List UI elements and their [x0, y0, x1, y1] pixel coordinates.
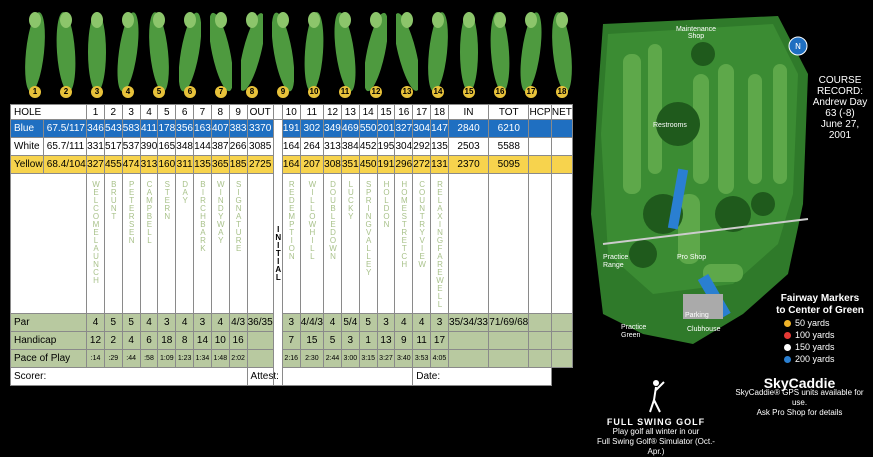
legend-item: 200 yards [770, 353, 870, 365]
hole-name-cell [158, 174, 176, 314]
tee-value: 387 [211, 138, 229, 156]
tee-value: 163 [194, 120, 212, 138]
hole-name: WILLOWHILL [307, 180, 317, 260]
tee-value: 469 [341, 120, 359, 138]
hole-number-badge: 15 [464, 87, 474, 96]
par-value: 5 [104, 314, 122, 332]
hole-name: HOMESTRETCH [399, 180, 409, 268]
full-swing-promo [596, 378, 716, 457]
hole-number-badge: 2 [60, 86, 72, 98]
tee-value: 450 [359, 156, 377, 174]
hole-name-cell [377, 174, 395, 314]
hole-name-cell [413, 174, 431, 314]
header-cell: HOLE [11, 105, 87, 120]
legend-item: 50 yards [770, 317, 870, 329]
pace-row [11, 350, 573, 368]
pace-value: 1:09 [158, 350, 176, 368]
hole-name: HOLDON [381, 180, 391, 228]
hole-thumbnail [24, 8, 46, 96]
hole-number-badge: 13 [402, 87, 412, 96]
course-record-date: June 27, 2001 [820, 119, 860, 141]
hole-name-cell [359, 174, 377, 314]
hcp-label: Handicap [11, 332, 87, 350]
hole-name: BIRCHBARK [198, 180, 208, 252]
tee-value: 474 [122, 156, 140, 174]
fairway-legend-title-2: to Center of Green [776, 305, 864, 316]
names-label [11, 174, 87, 314]
par-value: 4 [176, 314, 194, 332]
tee-value: 313 [140, 156, 158, 174]
par-label: Par [11, 314, 87, 332]
pace-value: 4:05 [431, 350, 449, 368]
tee-value: 311 [176, 156, 194, 174]
tee-value: 164 [282, 138, 300, 156]
header-cell: TOT [489, 105, 529, 120]
hole-name-cell [211, 174, 229, 314]
tee-value: 2370 [448, 156, 488, 174]
header-cell: 4 [140, 105, 158, 120]
tee-rating: 67.5/117 [43, 120, 86, 138]
pace-value: 2:16 [282, 350, 300, 368]
golfer-icon [644, 378, 668, 414]
hole-thumbnail [179, 8, 201, 96]
tee-value: 165 [158, 138, 176, 156]
pace-value: 2:30 [300, 350, 323, 368]
hole-thumbnail [520, 8, 542, 96]
hcp-empty-cell [448, 332, 488, 350]
hole-name: CAMPBELL [144, 180, 154, 244]
pace-empty-cell [489, 350, 529, 368]
header-cell: 9 [229, 105, 247, 120]
pace-out-cell [247, 350, 273, 368]
header-cell: HCP [529, 106, 551, 118]
tee-name: White [11, 138, 44, 156]
full-swing-line2: Full Swing Golf® Simulator (Oct.-Apr.) [597, 437, 715, 456]
tee-rating: 68.4/104 [43, 156, 86, 174]
hole-name: COUNTRYVIEW [417, 180, 427, 268]
attest-label: Attest: [247, 368, 413, 386]
tee-name: Blue [11, 120, 44, 138]
hole-number-badge: 17 [526, 87, 536, 96]
tee-value: 313 [324, 138, 342, 156]
hcp-value: 9 [395, 332, 413, 350]
hole-number-badge: 4 [122, 86, 134, 98]
date-label: Date: [413, 368, 551, 386]
tee-value: 346 [87, 120, 105, 138]
tee-value: 517 [104, 138, 122, 156]
marker-dot-icon [784, 320, 791, 327]
hole-thumbnail [365, 8, 387, 96]
tee-value: 195 [377, 138, 395, 156]
hole-name-cell [324, 174, 342, 314]
hole-name: RELAXINGFAREWELL [435, 180, 445, 308]
header-cell: 15 [377, 105, 395, 120]
hole-name-cell [229, 174, 247, 314]
tee-value: 327 [395, 120, 413, 138]
marker-dot-icon [784, 356, 791, 363]
hcp-value: 6 [140, 332, 158, 350]
hole-number-badge: 18 [557, 87, 567, 96]
tee-value: 3085 [247, 138, 273, 156]
hole-thumbnail [272, 8, 294, 96]
par-empty-cell [529, 314, 551, 332]
tee-value: 144 [194, 138, 212, 156]
hcp-value: 1 [359, 332, 377, 350]
hole-name: WINDYWAY [216, 180, 226, 244]
hcp-value: 17 [431, 332, 449, 350]
course-record-name: Andrew Day [812, 97, 868, 108]
tee-value: 327 [87, 156, 105, 174]
hole-name-cell [194, 174, 212, 314]
hole-names-row [11, 174, 573, 314]
course-record [810, 75, 870, 141]
pace-empty-cell [551, 350, 572, 368]
hole-thumbnail [458, 8, 480, 96]
hole-thumbnail [551, 8, 573, 96]
header-cell: 16 [395, 105, 413, 120]
hcp-value: 15 [300, 332, 323, 350]
hole-thumbnail [117, 8, 139, 96]
tee-value: 191 [282, 120, 300, 138]
header-cell: NET [551, 106, 572, 118]
par-value: 4 [395, 314, 413, 332]
tee-value: 2503 [448, 138, 488, 156]
hole-number-badge: 1 [29, 86, 41, 98]
hole-name: BRUNT [109, 180, 119, 220]
tee-value: 356 [176, 120, 194, 138]
header-cell: 8 [211, 105, 229, 120]
hole-thumbnail [427, 8, 449, 96]
par-value: 5 [122, 314, 140, 332]
hole-number-badge: 7 [215, 86, 227, 98]
pace-label: Pace of Play [11, 350, 87, 368]
tee-value: 407 [211, 120, 229, 138]
header-cell: OUT [247, 105, 273, 120]
scorecard-table [10, 104, 573, 386]
tee-value: 5588 [489, 138, 529, 156]
tee-row-yellow [11, 156, 573, 174]
tee-value: 266 [229, 138, 247, 156]
hole-number-badge: 8 [246, 86, 258, 98]
pace-value: 3:00 [341, 350, 359, 368]
fairway-legend-title-1: Fairway Markers [780, 293, 860, 304]
hole-name: SPRINGVALLEY [364, 180, 374, 276]
hcp-cell [529, 138, 551, 156]
map-label-maintenance: Maintenance Shop [675, 26, 717, 40]
par-row [11, 314, 573, 332]
par-value: 4 [140, 314, 158, 332]
tee-name: Yellow [11, 156, 44, 174]
par-value: 4 [211, 314, 229, 332]
tee-row-blue [11, 120, 573, 138]
hole-name-cell [176, 174, 194, 314]
tee-value: 5095 [489, 156, 529, 174]
par-value: 4/4/3 [300, 314, 323, 332]
tee-value: 384 [341, 138, 359, 156]
hcp-value: 12 [87, 332, 105, 350]
pace-value: 3:27 [377, 350, 395, 368]
map-label-restrooms: Restrooms [653, 122, 687, 129]
tee-value: 3370 [247, 120, 273, 138]
tee-value: 583 [122, 120, 140, 138]
skycaddie-promo [732, 375, 867, 418]
hcp-value: 3 [341, 332, 359, 350]
course-record-title: COURSE RECORD: [816, 75, 864, 97]
tee-value: 272 [413, 156, 431, 174]
hole-number-badge: 3 [91, 86, 103, 98]
net-cell [551, 138, 572, 156]
par-value: 4 [87, 314, 105, 332]
hole-thumbnail [489, 8, 511, 96]
header-row [11, 105, 573, 120]
header-cell: 1 [87, 105, 105, 120]
map-label-pro-shop: Pro Shop [677, 254, 707, 261]
tee-value: 292 [413, 138, 431, 156]
tee-value: 455 [104, 156, 122, 174]
header-cell: 3 [122, 105, 140, 120]
tee-value: 304 [395, 138, 413, 156]
hole-name: STERN [162, 180, 172, 220]
pace-value: 3:53 [413, 350, 431, 368]
tee-value: 147 [431, 120, 449, 138]
header-cell: 10 [282, 105, 300, 120]
pace-value: :14 [87, 350, 105, 368]
hole-name-cell [87, 174, 105, 314]
tee-value: 537 [122, 138, 140, 156]
tee-value: 2725 [247, 156, 273, 174]
tee-value: 135 [431, 138, 449, 156]
hcp-value: 16 [229, 332, 247, 350]
tee-value: 304 [413, 120, 431, 138]
hole-name-cell [431, 174, 449, 314]
hole-thumbnail [86, 8, 108, 96]
hole-number-badge: 12 [371, 87, 381, 96]
header-cell [273, 105, 282, 120]
hole-name: REDEMPTION [287, 180, 297, 260]
tee-value: 191 [377, 156, 395, 174]
tee-value: 201 [377, 120, 395, 138]
hole-number-badge: 11 [340, 87, 350, 96]
header-cell: IN [448, 105, 488, 120]
pace-value: 3:40 [395, 350, 413, 368]
skycaddie-line1: SkyCaddie® GPS units available for use. [735, 388, 864, 407]
tee-value: 543 [104, 120, 122, 138]
header-cell: 11 [300, 105, 323, 120]
tee-value: 160 [158, 156, 176, 174]
tee-value: 296 [395, 156, 413, 174]
hole-number-badge: 6 [184, 86, 196, 98]
tee-value: 383 [229, 120, 247, 138]
hole-name: SIGNATURE [234, 180, 244, 252]
tee-row-white [11, 138, 573, 156]
skycaddie-logo: SkyCaddie [763, 375, 836, 391]
hcp-value: 18 [158, 332, 176, 350]
tee-value: 135 [194, 156, 212, 174]
hcp-empty-cell [489, 332, 529, 350]
hole-name-cell [122, 174, 140, 314]
hcp-empty-cell [529, 332, 551, 350]
hole-number-badge: 10 [309, 87, 319, 96]
par-value: 3 [282, 314, 300, 332]
hcp-value: 10 [211, 332, 229, 350]
tee-rating: 65.7/111 [43, 138, 86, 156]
par-value: 71/69/68 [489, 314, 529, 332]
hcp-value: 7 [282, 332, 300, 350]
pace-value: 1:48 [211, 350, 229, 368]
marker-dot-icon [784, 332, 791, 339]
marker-dot-icon [784, 344, 791, 351]
hole-thumbnail [148, 8, 170, 96]
pace-value: 3:15 [359, 350, 377, 368]
par-value: 5 [359, 314, 377, 332]
map-label-parking: Parking [685, 312, 709, 319]
tee-value: 349 [324, 120, 342, 138]
map-label-clubhouse: Clubhouse [687, 326, 721, 333]
hole-name-cell [282, 174, 300, 314]
header-cell: 14 [359, 105, 377, 120]
tee-value: 308 [324, 156, 342, 174]
hole-thumbnail [55, 8, 77, 96]
hole-name: DAY [180, 180, 190, 204]
par-empty-cell [551, 314, 572, 332]
pace-value: 2:02 [229, 350, 247, 368]
hcp-out-cell [247, 332, 273, 350]
hole-name: WELCOMELAUNCH [91, 180, 101, 284]
tee-value: 550 [359, 120, 377, 138]
hole-name-cell [104, 174, 122, 314]
hole-number-badge: 16 [495, 87, 505, 96]
tee-value: 365 [211, 156, 229, 174]
hole-thumbnail [241, 8, 263, 96]
tee-value: 452 [359, 138, 377, 156]
tee-value: 185 [229, 156, 247, 174]
course-record-score: 63 (-8) [825, 108, 855, 119]
tee-value: 264 [300, 138, 323, 156]
hcp-value: 14 [194, 332, 212, 350]
hcp-value: 5 [324, 332, 342, 350]
pace-value: :44 [122, 350, 140, 368]
hcp-cell [529, 120, 551, 138]
handicap-row [11, 332, 573, 350]
hole-name-cell [300, 174, 323, 314]
hole-name: DOUBLEDOWN [328, 180, 338, 260]
par-value: 35/34/33 [448, 314, 488, 332]
skycaddie-line2: Ask Pro Shop for details [756, 408, 843, 417]
hole-number-badge: 5 [153, 86, 165, 98]
hole-name: PETERSEN [127, 180, 137, 244]
in-name-cell [448, 174, 488, 314]
hcp-value: 11 [413, 332, 431, 350]
tee-value: 6210 [489, 120, 529, 138]
hole-name: LUCKY [346, 180, 356, 220]
hcp-value: 4 [122, 332, 140, 350]
header-cell: 12 [324, 105, 342, 120]
hcp-value: 8 [176, 332, 194, 350]
pace-value: :58 [140, 350, 158, 368]
pace-empty-cell [448, 350, 488, 368]
pace-value: 1:23 [176, 350, 194, 368]
header-cell: 6 [176, 105, 194, 120]
hole-diagrams-strip [0, 0, 580, 104]
tee-value: 411 [140, 120, 158, 138]
copyright-text: © Golf ScoreCards, Inc. 4/26/08 1-800-238-7267 [226, 411, 334, 417]
hcp-empty-cell [551, 332, 572, 350]
initial-column: INITIAL [273, 120, 282, 386]
map-label-practice-range: Practice Range [603, 254, 629, 269]
tee-value: 390 [140, 138, 158, 156]
svg-text:N: N [795, 42, 801, 51]
par-value: 4 [324, 314, 342, 332]
hole-number-badge: 9 [277, 86, 289, 98]
tee-value: 2840 [448, 120, 488, 138]
tee-value: 302 [300, 120, 323, 138]
par-value: 4 [413, 314, 431, 332]
hole-number-badge: 14 [433, 87, 443, 96]
tot-name-cell [489, 174, 529, 314]
hole-name-cell [395, 174, 413, 314]
legend-item: 150 yards [770, 341, 870, 353]
par-value: 36/35 [247, 314, 273, 332]
full-swing-brand: FULL SWING GOLF [606, 417, 706, 427]
hcp-cell [529, 156, 551, 174]
pace-value: :29 [104, 350, 122, 368]
par-value: 3 [158, 314, 176, 332]
tee-value: 207 [300, 156, 323, 174]
hole-thumbnail [303, 8, 325, 96]
par-value: 3 [194, 314, 212, 332]
tee-value: 131 [431, 156, 449, 174]
par-value: 4/3 [229, 314, 247, 332]
tee-value: 178 [158, 120, 176, 138]
full-swing-line1: Play golf all winter in our [612, 427, 700, 436]
net-cell [551, 120, 572, 138]
header-cell: 17 [413, 105, 431, 120]
net-name-cell [551, 174, 572, 314]
hole-name-cell [341, 174, 359, 314]
hcp-value: 2 [104, 332, 122, 350]
header-cell: 7 [194, 105, 212, 120]
pace-value: 2:44 [324, 350, 342, 368]
par-value: 5/4 [341, 314, 359, 332]
scorer-label: Scorer: [11, 368, 248, 386]
header-cell: 5 [158, 105, 176, 120]
signature-row [11, 368, 573, 386]
hole-name-cell [140, 174, 158, 314]
tee-value: 164 [282, 156, 300, 174]
out-name-cell [247, 174, 273, 314]
tee-value: 351 [341, 156, 359, 174]
fairway-markers-legend [770, 293, 870, 365]
hole-thumbnail [334, 8, 356, 96]
tee-value: 331 [87, 138, 105, 156]
legend-item: 100 yards [770, 329, 870, 341]
header-cell: 13 [341, 105, 359, 120]
header-cell: 18 [431, 105, 449, 120]
par-value: 3 [431, 314, 449, 332]
header-cell: 2 [104, 105, 122, 120]
hcp-value: 13 [377, 332, 395, 350]
hole-thumbnail [396, 8, 418, 96]
pace-empty-cell [529, 350, 551, 368]
tee-value: 348 [176, 138, 194, 156]
hole-thumbnail [210, 8, 232, 96]
map-label-practice-green: Practice Green [621, 324, 647, 339]
net-cell [551, 156, 572, 174]
par-value: 3 [377, 314, 395, 332]
pace-value: 1:34 [194, 350, 212, 368]
hcp-name-cell [529, 174, 551, 314]
